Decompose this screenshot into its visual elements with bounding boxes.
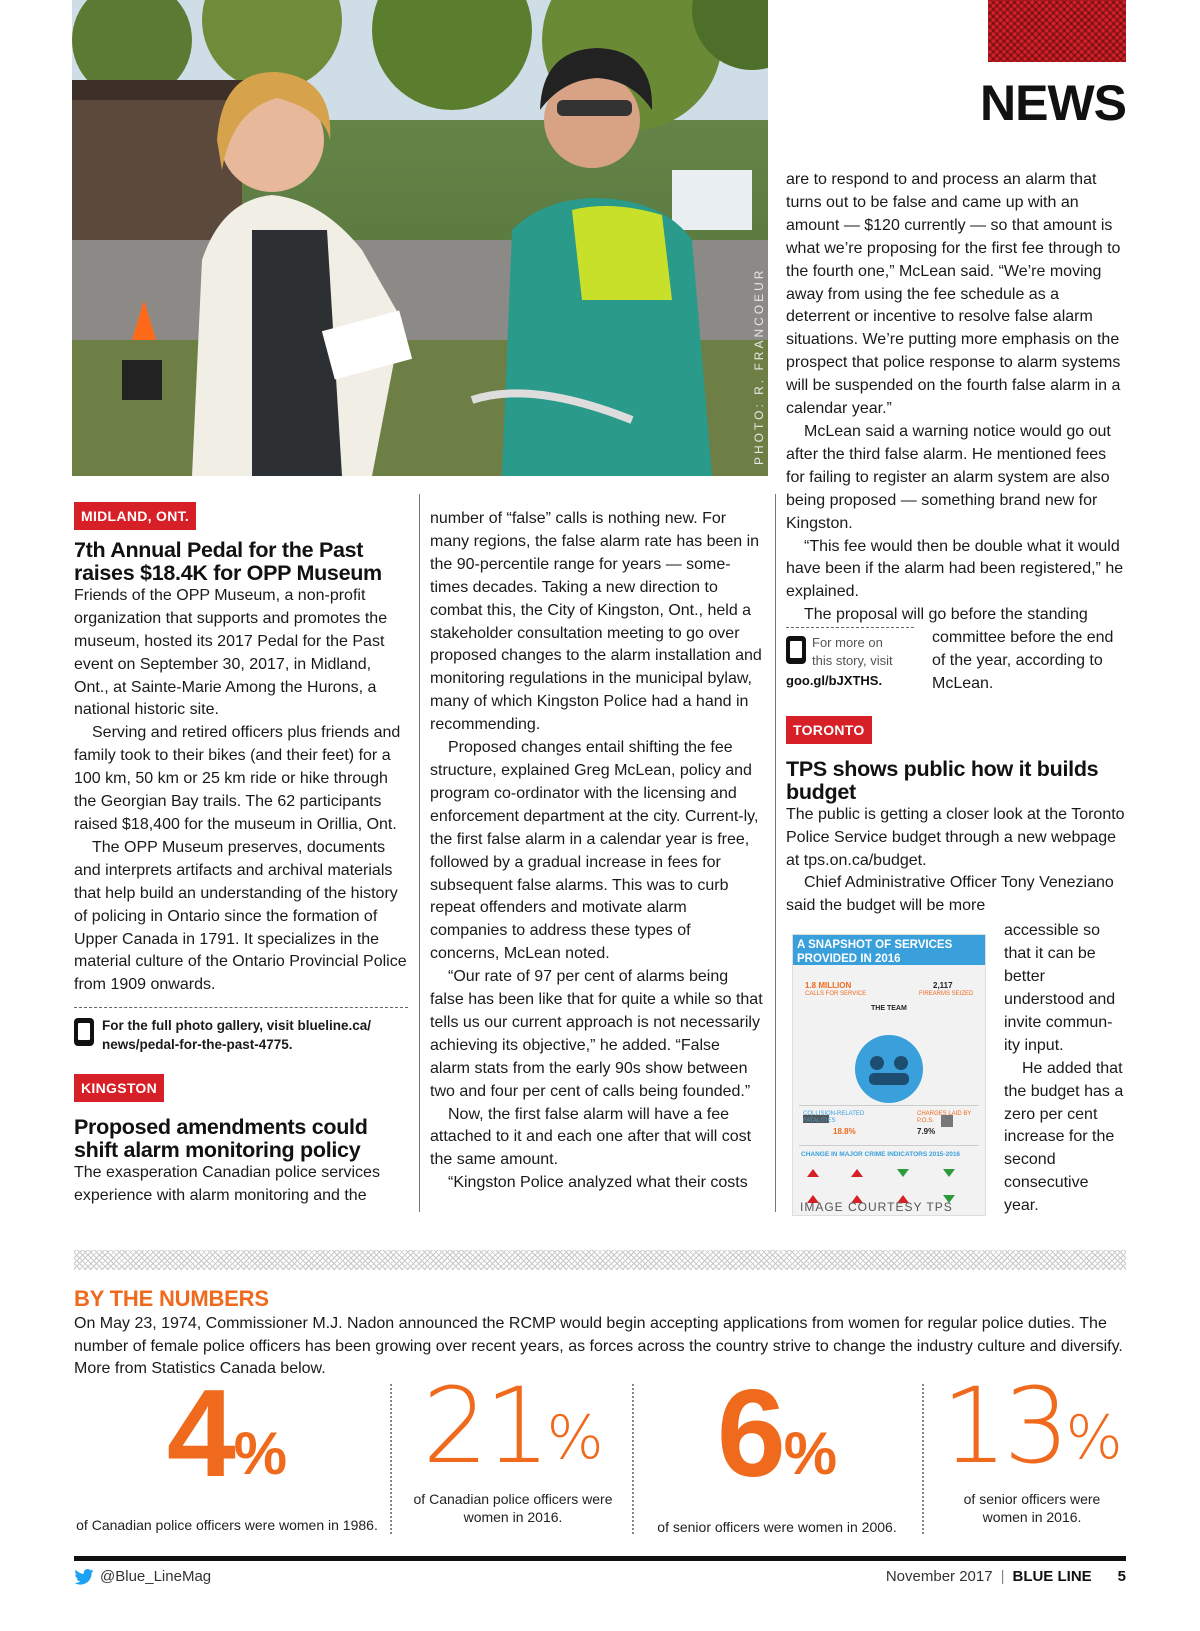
stat-label: of Canadian police officers were women in 2016. [413, 1491, 613, 1525]
twitter-icon [74, 1569, 94, 1585]
column-1 [74, 502, 408, 1208]
magazine-name: BLUE LINE [1012, 1568, 1092, 1585]
story2-paragraph: The proposal will go before the standing [804, 606, 1088, 624]
story3-paragraph: The public is getting a closer look at the Toronto Police Service budget through a new webpage at tps.on.ca/budget. [786, 805, 1125, 869]
story-tag-midland: MIDLAND, ONT. [74, 502, 196, 530]
gallery-callout [74, 1016, 408, 1054]
infographic-collision: COLLISION-RELATED FATALITIES [803, 1111, 865, 1124]
story1-paragraph: The OPP Museum preserves, documents and interprets artifacts and archival materials that help build an understanding of the history of policing in Ontario since the formation of Upper Canada in 1791. It specializes in the material culture of the Ontario Provincial Police from 1909 onwards. [74, 838, 407, 994]
story-link[interactable]: goo.gl/bJXTHS. [786, 673, 883, 689]
section-color-block [988, 0, 1126, 62]
story1-paragraph: Friends of the OPP Museum, a non-profit organization that supports and promotes the museum, hosted its 2017 Pedal for the Past event on September 30, 2017, in Midland, Ont., at Sainte-Marie Among the Hurons, a national historic site. [74, 586, 388, 719]
page-number: 5 [1117, 1568, 1126, 1585]
stat-divider [922, 1384, 924, 1534]
infographic-calls-label: CALLS FOR SERVICE [805, 991, 867, 997]
image-caption: IMAGE COURTESY TPS [800, 1200, 953, 1214]
story2-paragraph: Proposed changes entail shifting the fee structure, explained Greg McLean, policy and program co-ordinator with the licensing and enforcement department at the city. Current-ly, the first false alarm in a calendar year is free, followed by a gradual increase in fees for subsequent false alarms. This was to curb repeat offenders and motivate alarm companies to address these types of concerns, McLean noted. [430, 739, 759, 963]
section-hatch-rule [74, 1250, 1126, 1270]
stat-value: 21 [422, 1365, 547, 1487]
story2-paragraph: are to respond to and process an alarm that turns out to be false and came up with an amount — $120 currently — so that amount is what we’re proposing for the first fee through to the fourth one,” McLean said. “We’re moving away from using the fee schedule as a deterrent or incentive to resolve false alarm situations. We’re putting more emphasis on the prospect that police response to alarm systems will be suspended on the fourth false alarm in a calendar year.” [786, 171, 1121, 418]
stat-value: 6 [716, 1365, 782, 1503]
stat-divider [632, 1384, 634, 1534]
infographic-crime: CHANGE IN MAJOR CRIME INDICATORS 2015-2016 [801, 1151, 961, 1158]
story1-paragraph: Serving and retired officers plus friends and family took to their bikes (and their feet) for a 100 km, 50 km or 25 km ride or hike through the Georgian Bay trails. The 62 participants raised $18,400 for the museum in Orillia, Ont. [74, 724, 401, 833]
stat-2016 [404, 1365, 622, 1526]
infographic-charges-value: 7.9% [917, 1127, 936, 1136]
by-the-numbers-title: BY THE NUMBERS [74, 1286, 269, 1311]
stat-1986 [74, 1365, 380, 1534]
callout-divider [786, 627, 914, 628]
footer-rule [74, 1556, 1126, 1561]
column-2 [430, 508, 764, 1195]
stat-value: 13 [941, 1365, 1066, 1487]
story-tag-toronto: TORONTO [786, 716, 872, 744]
infographic-title: A SNAPSHOT OF SERVICES PROVIDED IN 2016 [793, 935, 985, 965]
story2-paragraph: “Kingston Police analyzed what their costs [448, 1174, 748, 1192]
story3-paragraph: accessible so that it can be better understood and invite commun-ity input. [1004, 922, 1116, 1054]
infographic-calls: 1.8 MILLION [805, 981, 852, 990]
infographic-firearms-label: FIREARMS SEIZED [919, 991, 974, 997]
infographic-team: THE TEAM [871, 1005, 907, 1012]
story2-paragraph: committee before the end of the year, according to McLean. [932, 629, 1114, 692]
twitter-handle[interactable]: @Blue_LineMag [100, 1568, 212, 1585]
story3-paragraph: Chief Administrative Officer Tony Veneziano said the budget will be more [786, 874, 1114, 915]
stat-label: of senior officers were women in 2006. [657, 1519, 897, 1535]
story2-headline: Proposed amendments could shift alarm monitoring policy [74, 1115, 368, 1163]
stat-unit: % [783, 1420, 838, 1487]
story-tag-kingston: KINGSTON [74, 1074, 164, 1102]
stat-senior-2016 [938, 1365, 1126, 1526]
issue-date: November 2017 [885, 1568, 993, 1585]
stat-value: 4 [166, 1365, 232, 1503]
stat-divider [390, 1384, 392, 1534]
stat-label: of Canadian police officers were women in 1986. [76, 1517, 378, 1533]
callout-text: For more on [812, 635, 883, 651]
story3-paragraph: He added that the budget has a zero per cent increase for the second consecutive year. [1004, 1059, 1124, 1215]
stat-unit: % [1065, 1403, 1123, 1473]
callout-divider [74, 1007, 408, 1008]
folio-separator: | [1000, 1568, 1005, 1585]
event-photo [72, 0, 768, 476]
story2-paragraph: “This fee would then be double what it would have been if the alarm had been registered,” he explained. [786, 537, 1124, 601]
column-divider [419, 494, 420, 1212]
story2-paragraph: number of “false” calls is nothing new. For many regions, the false alarm rate has been in the 90-percentile range for years — some-times decades. Taking a new direction to combat this, the City of Kingston, Ont., held a stakeholder consultation meeting to go over proposed changes to the alarm installation and monitoring regulations in the municipal bylaw, many of which Kingston Police had a hand in recommending. [430, 510, 762, 734]
story2-paragraph: McLean said a warning notice would go out after the third false alarm. He mentioned fees for failing to register an alarm system are also being proposed — something brand new for Kingston. [786, 422, 1111, 532]
story3-headline: TPS shows public how it builds budget [786, 756, 1099, 804]
story2-paragraph: Now, the first false alarm will have a fee attached to it and each one after that will cost the same amount. [430, 1105, 752, 1169]
stat-label: of senior officers were women in 2016. [963, 1491, 1101, 1525]
footer-folio [886, 1568, 1126, 1585]
stat-unit: % [546, 1403, 604, 1473]
story2-paragraph: “Our rate of 97 per cent of alarms being false has been like that for quite a while so that tells us our current approach is not necessarily achieving its objective,” he added. “False alarm stats from the early 90s show between two and four per cent of calls being founded.” [430, 968, 763, 1100]
infographic-firearms: 2,117 [933, 981, 953, 990]
stat-unit: % [233, 1420, 288, 1487]
tps-infographic [792, 934, 986, 1216]
phone-icon [786, 636, 806, 664]
callout-text: this story, visit [812, 653, 893, 669]
footer-social [74, 1568, 211, 1585]
story2-paragraph: The exasperation Canadian police services experience with alarm monitoring and the [74, 1164, 380, 1205]
infographic-charges: CHARGES LAID BY P.O.S. [917, 1111, 972, 1124]
stat-2006 [646, 1365, 908, 1536]
photo-credit: PHOTO: R. FRANCOEUR [752, 267, 766, 465]
infographic-collision-value: 18.8% [833, 1127, 856, 1136]
phone-icon [74, 1018, 94, 1046]
section-label: NEWS [980, 75, 1126, 131]
story1-headline: 7th Annual Pedal for the Past raises $18.4K for OPP Museum [74, 537, 382, 585]
by-the-numbers-intro: On May 23, 1974, Commissioner M.J. Nadon announced the RCMP would begin accepting applications from women for regular police duties. The number of female police officers has been growing over recent years, as forces across the country strive to change the industry culture and diversify. More from Statistics Canada below. [74, 1315, 1123, 1377]
column-divider [775, 494, 776, 1212]
gallery-link[interactable]: For the full photo gallery, visit blueline.ca/ news/pedal-for-the-past-4775. [102, 1018, 372, 1053]
